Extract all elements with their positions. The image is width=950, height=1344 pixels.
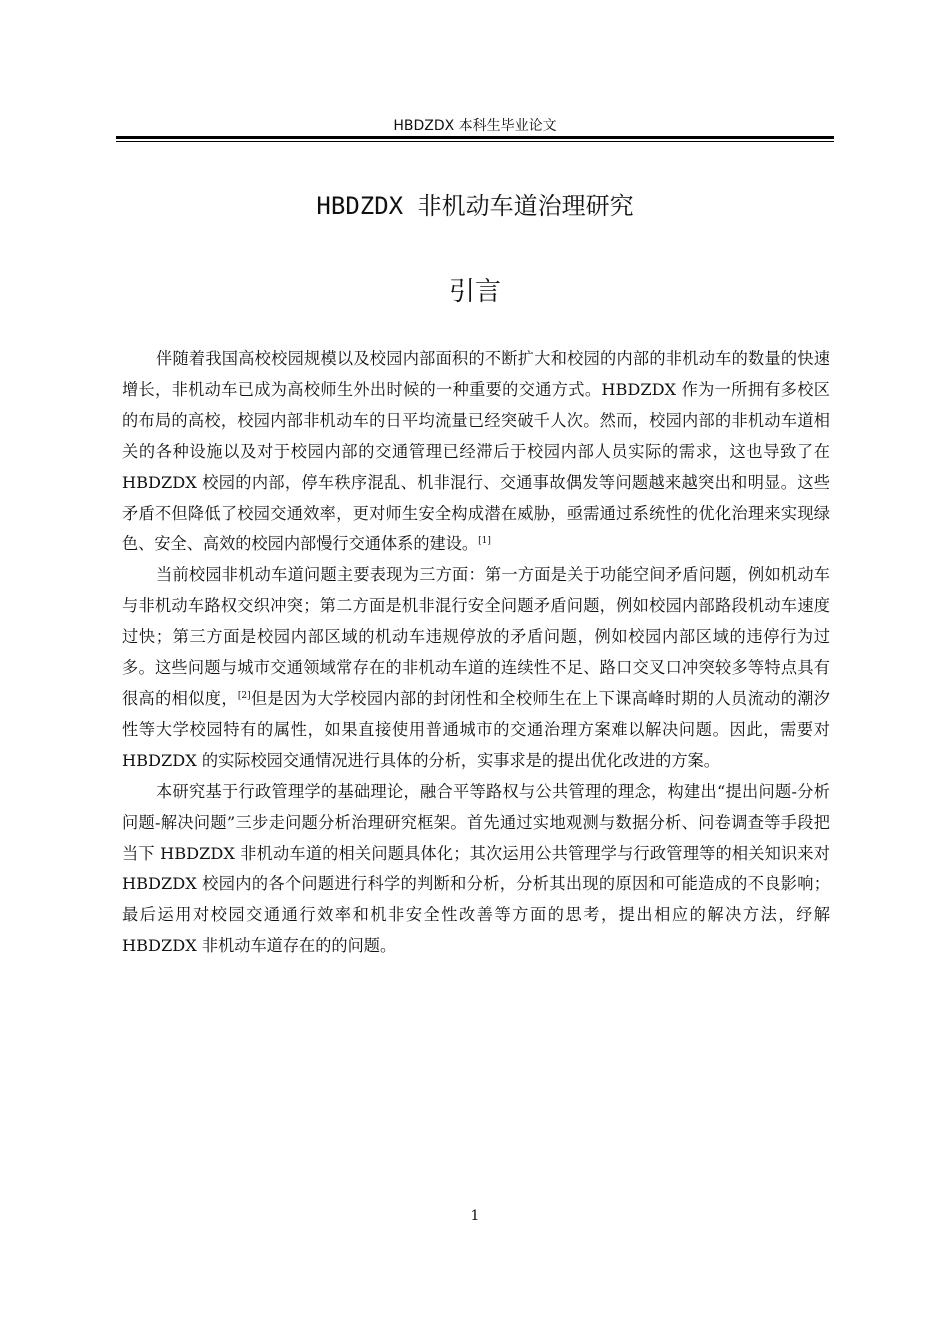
paragraph-3 (122, 777, 830, 962)
page-number: 1 (470, 1208, 480, 1224)
header-rule-thin (116, 141, 834, 142)
body-text (122, 344, 830, 962)
paragraph-2 (122, 560, 830, 776)
paragraph-1 (122, 344, 830, 560)
document-title: HBDZDX 非机动车道治理研究 (316, 192, 634, 220)
citation-2: [2] (237, 690, 251, 701)
paragraph-2-text-before: 当前校园非机动车道问题主要表现为三方面：第一方面是关于功能空间矛盾问题，例如机动车与非机动车路权交织冲突；第二方面是机非混行安全问题矛盾问题，例如校园内部路段机动车速度过快；第三方面是校园内部区域的机动车违规停放的矛盾问题，例如校园内部区域的违停行为过多。这些问题与城市交通领域常存在的非机动车道的连续性不足、路口交叉口冲突较多等特点具有很高的相似度， (122, 565, 830, 708)
paragraph-2-text-after: 但是因为大学校园内部的封闭性和全校师生在上下课高峰时期的人员流动的潮汐性等大学校园特有的属性，如果直接使用普通城市的交通治理方案难以解决问题。因此，需要对 HBDZDX 的实际校园交通情况进行具体的分析，实事求是的提出优化改进的方案。 (122, 688, 830, 770)
header-rule-thick (116, 136, 834, 139)
citation-1: [1] (478, 536, 491, 547)
paragraph-3-text: 本研究基于行政管理学的基础理论，融合平等路权与公共管理的理念，构建出“提出问题-分析问题-解决问题”三步走问题分析治理研究框架。首先通过实地观测与数据分析、问卷调查等手段把当下 HBDZDX 非机动车道的相关问题具体化；其次运用公共管理学与行政管理等的相关知识来对 HBDZDX 校园内的各个问题进行科学的判断和分析，分析其出现的原因和可能造成的不良影响；最后运用对校园交通通行效率和机非安全性改善等方面的思考，提出相应的解决方法，纾解 HBDZDX 非机动车道存在的的问题。 (122, 781, 830, 956)
section-heading: 引言 (448, 277, 501, 307)
running-header: HBDZDX 本科生毕业论文 (393, 118, 557, 134)
paragraph-1-text: 伴随着我国高校校园规模以及校园内部面积的不断扩大和校园的内部的非机动车的数量的快速增长，非机动车已成为高校师生外出时候的一种重要的交通方式。HBDZDX 作为一所拥有多校区的布局的高校，校园内部非机动车的日平均流量已经突破千人次。然而，校园内部的非机动车道相关的各种设施以及对于校园内部的交通管理已经滞后于校园内部人员实际的需求，这也导致了在 HBDZDX 校园的内部，停车秩序混乱、机非混行、交通事故偶发等问题越来越突出和明显。这些矛盾不但降低了校园交通效率，更对师生安全构成潜在威胁，亟需通过系统性的优化治理来实现绿色、安全、高效的校园内部慢行交通体系的建设。 (122, 349, 830, 554)
